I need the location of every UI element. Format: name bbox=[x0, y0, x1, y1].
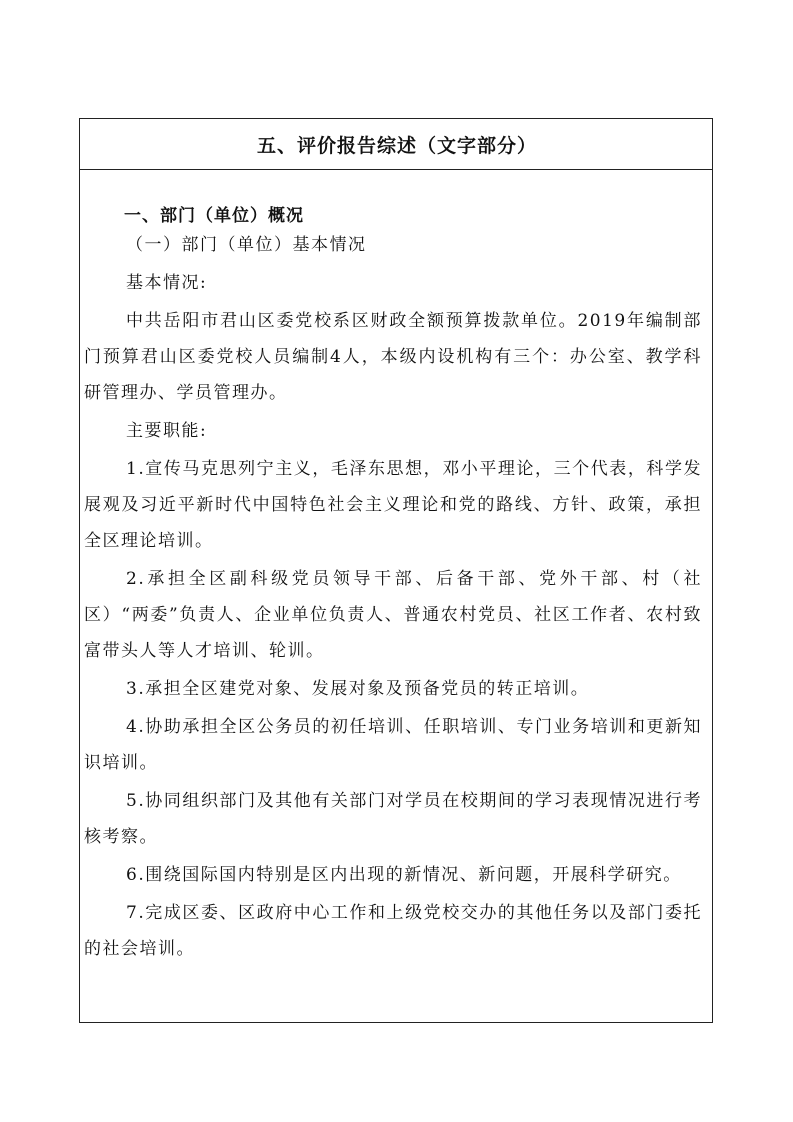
function-item-3: 3.承担全区建党对象、发展对象及预备党员的转正培训。 bbox=[126, 679, 590, 699]
basic-info-label: 基本情况: bbox=[126, 273, 208, 293]
report-title: 五、评价报告综述（文字部分） bbox=[256, 135, 537, 157]
function-item-5: 5.协同组织部门及其他有关部门对学员在校期间的学习表现情况进行考核考察。 bbox=[84, 791, 702, 847]
section-heading: 一、部门（单位）概况 bbox=[124, 206, 304, 226]
function-item-6: 6.围绕国际国内特别是区内出现的新情况、新问题，开展科学研究。 bbox=[126, 865, 682, 885]
basic-info-text: 中共岳阳市君山区委党校系区财政全额预算拨款单位。2019年编制部门预算君山区委党校人员编制4人，本级内设机构有三个：办公室、教学科研管理办、学员管理办。 bbox=[84, 311, 702, 403]
function-item-7: 7.完成区委、区政府中心工作和上级党校交办的其他任务以及部门委托的社会培训。 bbox=[84, 903, 702, 959]
main-functions-label: 主要职能: bbox=[126, 421, 208, 441]
function-item-1: 1.宣传马克思列宁主义，毛泽东思想，邓小平理论，三个代表，科学发展观及习近平新时代中国特色社会主义理论和党的路线、方针、政策，承担全区理论培训。 bbox=[84, 459, 702, 551]
report-body bbox=[80, 227, 714, 967]
title-divider bbox=[80, 169, 712, 170]
function-item-2: 2.承担全区副科级党员领导干部、后备干部、党外干部、村（社区）“两委”负责人、企业单位负责人、普通农村党员、社区工作者、农村致富带头人等人才培训、轮训。 bbox=[84, 569, 702, 661]
report-frame bbox=[79, 118, 713, 1023]
function-item-4: 4.协助承担全区公务员的初任培训、任职培训、专门业务培训和更新知识培训。 bbox=[84, 717, 702, 773]
subsection-heading: （一）部门（单位）基本情况 bbox=[126, 235, 367, 255]
